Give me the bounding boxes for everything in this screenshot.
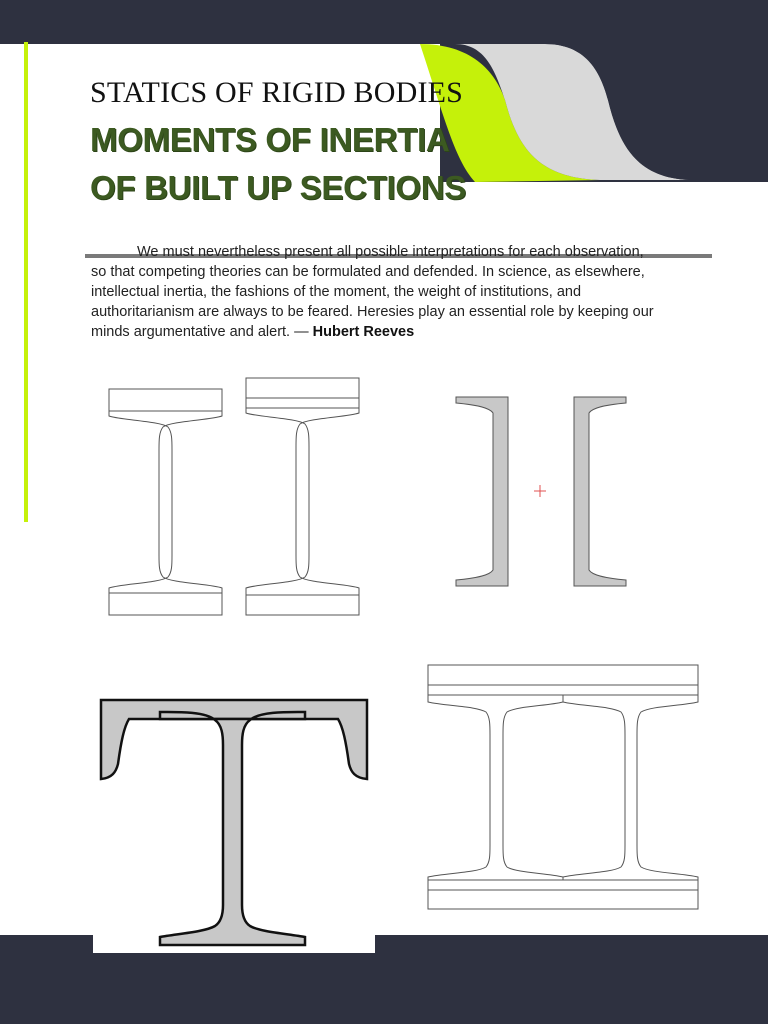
quote-body	[91, 262, 691, 342]
lime-accent-bar	[24, 42, 28, 522]
quote-first-line: We must nevertheless present all possible interpretations for each observation,	[137, 244, 644, 260]
page-title-line-1: MOMENTS OF INERTIA	[90, 121, 450, 158]
quote-line: so that competing theories can be formulated and defended. In science, as elsewhere,	[91, 264, 645, 280]
page-subtitle: STATICS OF RIGID BODIES	[90, 76, 464, 109]
quote-line: intellectual inertia, the fashions of the moment, the weight of institutions, and	[91, 284, 582, 300]
quote-line: authoritarianism are always to be feared. Heresies play an essential role by keeping our	[91, 304, 654, 320]
quote-author: Hubert Reeves	[312, 324, 415, 340]
quote-last-line	[91, 322, 691, 342]
page-title-line-2: OF BUILT UP SECTIONS	[90, 169, 466, 206]
quote-line-text: minds argumentative and alert. —	[91, 324, 313, 340]
